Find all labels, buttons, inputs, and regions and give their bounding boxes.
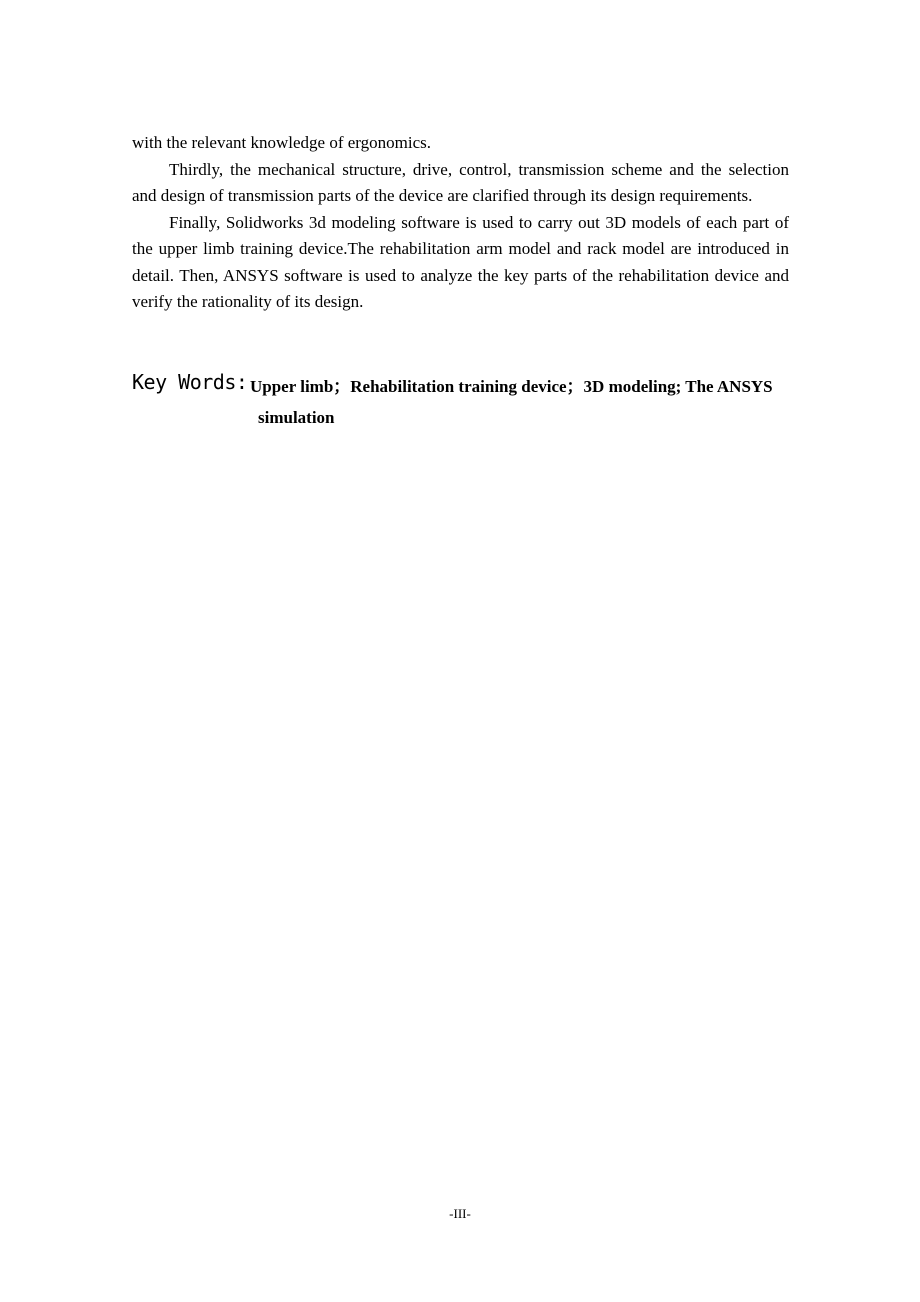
paragraph-finally: Finally, Solidworks 3d modeling software is used to carry out 3D models of each part of the upper limb training device.The rehabilitation arm model and rack model are introduced in detail. Then, ANSYS software is used to analyze the key parts of the rehabilitation device and verify the rationality of its design. bbox=[132, 212, 789, 311]
keywords-list: Upper limb；Rehabilitation training device；3D modeling; The ANSYS simulation bbox=[250, 377, 773, 427]
paragraph-continuation: with the relevant knowledge of ergonomics. bbox=[132, 133, 431, 152]
page-number: -III- bbox=[449, 1206, 471, 1221]
paragraph-thirdly: Thirdly, the mechanical structure, drive, control, transmission scheme and the selection and design of transmission parts of the device are clarified through its design requirements. bbox=[132, 159, 789, 205]
keywords-label: Key Words: bbox=[132, 370, 248, 394]
abstract-body bbox=[132, 130, 789, 316]
